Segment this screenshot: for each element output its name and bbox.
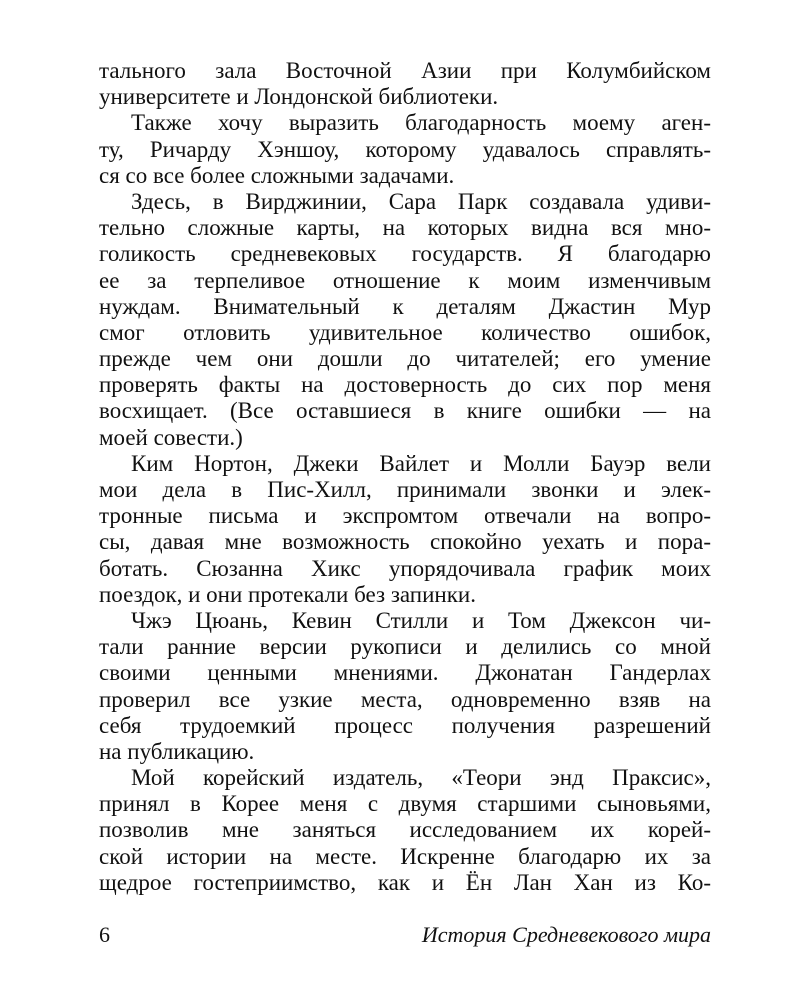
text-line: моей совести.) — [99, 424, 243, 450]
text-line: восхищает. (Все оставшиеся в книге ошибки — на — [99, 398, 711, 424]
paragraph-first-line: Также хочу выразить благодарность моему аген- — [131, 110, 711, 136]
main-text — [99, 58, 711, 896]
text-line: проверять факты на достоверность до сих пор меня — [99, 372, 711, 398]
text-line: голикость средневековых государств. Я благодарю — [99, 241, 711, 267]
text-line: прежде чем они дошли до читателей; его умение — [99, 346, 711, 372]
text-line: тронные письма и экспромтом отвечали на вопро- — [99, 503, 711, 529]
page-number: 6 — [99, 922, 110, 947]
text-line: на публикацию. — [99, 738, 255, 764]
page-footer — [99, 920, 711, 950]
text-line: ботать. Сюзанна Хикс упорядочивала график моих — [99, 555, 711, 581]
text-line: университете и Лондонской библиотеки. — [99, 84, 499, 110]
text-line: ся со все более сложными задачами. — [99, 162, 455, 188]
text-line: себя трудоемкий процесс получения разрешений — [99, 712, 711, 738]
text-line: поездок, и они протекали без запинки. — [99, 581, 476, 607]
text-line: ской истории на месте. Искренне благодарю их за — [99, 843, 711, 869]
text-line: мои дела в Пис-Хилл, принимали звонки и элек- — [99, 477, 711, 502]
running-title: История Средневекового мира — [421, 922, 711, 947]
text-line: своими ценными мнениями. Джонатан Гандерлах — [99, 660, 711, 686]
text-line: тали ранние версии рукописи и делились со мной — [99, 634, 711, 660]
paragraph-first-line: Мой корейский издатель, «Теори энд Праксис», — [131, 765, 711, 791]
paragraph-first-line: Здесь, в Вирджинии, Сара Парк создавала удиви- — [131, 188, 711, 214]
text-line: тального зала Восточной Азии при Колумбийском — [99, 58, 711, 83]
text-line: тельно сложные карты, на которых видна вся мно- — [99, 215, 711, 241]
text-line: позволив мне заняться исследованием их корей- — [99, 817, 711, 843]
paragraph-first-line: Ким Нортон, Джеки Вайлет и Молли Бауэр вели — [131, 450, 711, 476]
text-line: принял в Корее меня с двумя старшими сыновьями, — [99, 791, 711, 817]
text-line: смог отловить удивительное количество ошибок, — [99, 319, 711, 345]
paragraph-first-line: Чжэ Цюань, Кевин Стилли и Том Джексон чи- — [131, 607, 711, 633]
text-line: щедрое гостеприимство, как и Ён Лан Хан из Ко- — [99, 869, 711, 895]
text-line: сы, давая мне возможность спокойно уехать и пора- — [99, 529, 711, 555]
text-line: нуждам. Внимательный к деталям Джастин Мур — [99, 293, 711, 319]
text-line: проверил все узкие места, одновременно взяв на — [99, 686, 711, 712]
text-line: ту, Ричарду Хэншоу, которому удавалось справлять- — [99, 136, 711, 162]
text-line: ее за терпеливое отношение к моим изменчивым — [99, 267, 711, 293]
